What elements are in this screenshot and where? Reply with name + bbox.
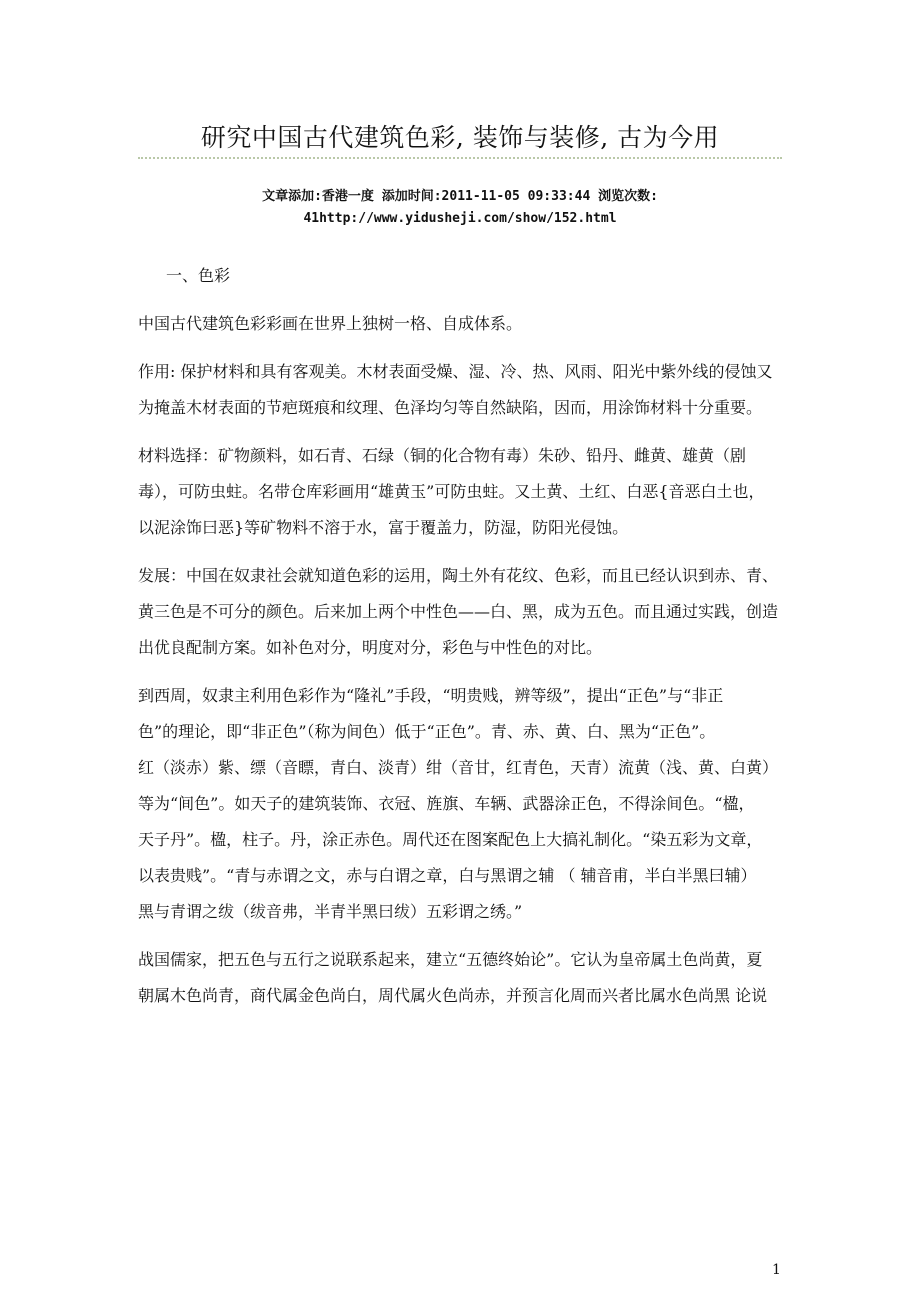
section-heading: 一、色彩 bbox=[166, 266, 231, 285]
document-title: 研究中国古代建筑色彩, 装饰与装修, 古为今用 bbox=[200, 123, 720, 152]
paragraph-line: 为掩盖木材表面的节疤斑痕和纹理、色泽均匀等自然缺陷，因而，用涂饰材料十分重要。 bbox=[138, 398, 763, 417]
paragraph-line: 以表贵贱”。“青与赤谓之文，赤与白谓之章，白与黑谓之辅 （ 辅音甫，半白半黑曰辅） bbox=[138, 866, 757, 885]
paragraph-line: 作用: 保护材料和具有客观美。木材表面受燥、湿、冷、热、风雨、阳光中紫外线的侵蚀又 bbox=[138, 362, 773, 381]
paragraph-line: 朝属木色尚青，商代属金色尚白，周代属火色尚赤，并预言化周而兴者比属水色尚黑 论说 bbox=[138, 986, 768, 1005]
paragraph bbox=[138, 682, 808, 934]
page-number: 1 bbox=[772, 1262, 781, 1278]
paragraph-line: 战国儒家，把五色与五行之说联系起来，建立“五德终始论”。它认为皇帝属土色尚黄，夏 bbox=[138, 950, 763, 969]
paragraph bbox=[138, 442, 808, 550]
paragraph-line: 中国古代建筑色彩彩画在世界上独树一格、自成体系。 bbox=[138, 314, 523, 333]
paragraph-line: 以泥涂饰曰恶}等矿物料不溶于水，富于覆盖力，防湿，防阳光侵蚀。 bbox=[138, 518, 629, 537]
paragraph-line: 等为“间色”。如天子的建筑装饰、衣冠、旌旗、车辆、武器涂正色，不得涂间色。“楹， bbox=[138, 794, 755, 813]
paragraph-line: 红（淡赤）紫、缥（音瞟，青白、淡青）绀（音甘，红青色，天青）流黄（浅、黄、白黄） bbox=[138, 758, 779, 777]
paragraph-line: 毒），可防虫蛀。名带仓库彩画用“雄黄玉”可防虫蛀。又土黄、土红、白恶{音恶白土也， bbox=[138, 482, 765, 501]
title-divider bbox=[138, 157, 782, 159]
paragraph-line: 发展：中国在奴隶社会就知道色彩的运用，陶土外有花纹、色彩，而且已经认识到赤、青、 bbox=[138, 566, 779, 585]
paragraph bbox=[138, 562, 808, 670]
paragraph-line: 色”的理论，即“非正色”（称为间色）低于“正色”。青、赤、黄、白、黑为“正色”。 bbox=[138, 722, 716, 741]
paragraph-line: 出优良配制方案。如补色对分，明度对分，彩色与中性色的对比。 bbox=[138, 638, 603, 657]
paragraph bbox=[138, 310, 808, 346]
paragraph bbox=[138, 358, 808, 430]
paragraph-line: 黑与青谓之绂（绂音弗，半青半黑曰绂）五彩谓之绣。” bbox=[138, 902, 523, 921]
paragraph-line: 到西周，奴隶主利用色彩作为“隆礼”手段，“明贵贱，辨等级”，提出“正色”与“非正 bbox=[138, 686, 724, 705]
paragraph-line: 黄三色是不可分的颜色。后来加上两个中性色——白、黑，成为五色。而且通过实践，创造 bbox=[138, 602, 779, 621]
paragraph bbox=[138, 946, 808, 1018]
article-url: 41http://www.yidusheji.com/show/152.html bbox=[303, 211, 617, 226]
paragraph-line: 材料选择：矿物颜料，如石青、石绿（铜的化合物有毒）朱砂、铅丹、雌黄、雄黄（剧 bbox=[138, 446, 747, 465]
document-body bbox=[138, 262, 808, 1030]
article-meta: 文章添加:香港一度 添加时间:2011-11-05 09:33:44 浏览次数: bbox=[262, 189, 658, 204]
paragraph-line: 天子丹”。楹，柱子。丹，涂正赤色。周代还在图案配色上大搞礼制化。“染五彩为文章， bbox=[138, 830, 763, 849]
